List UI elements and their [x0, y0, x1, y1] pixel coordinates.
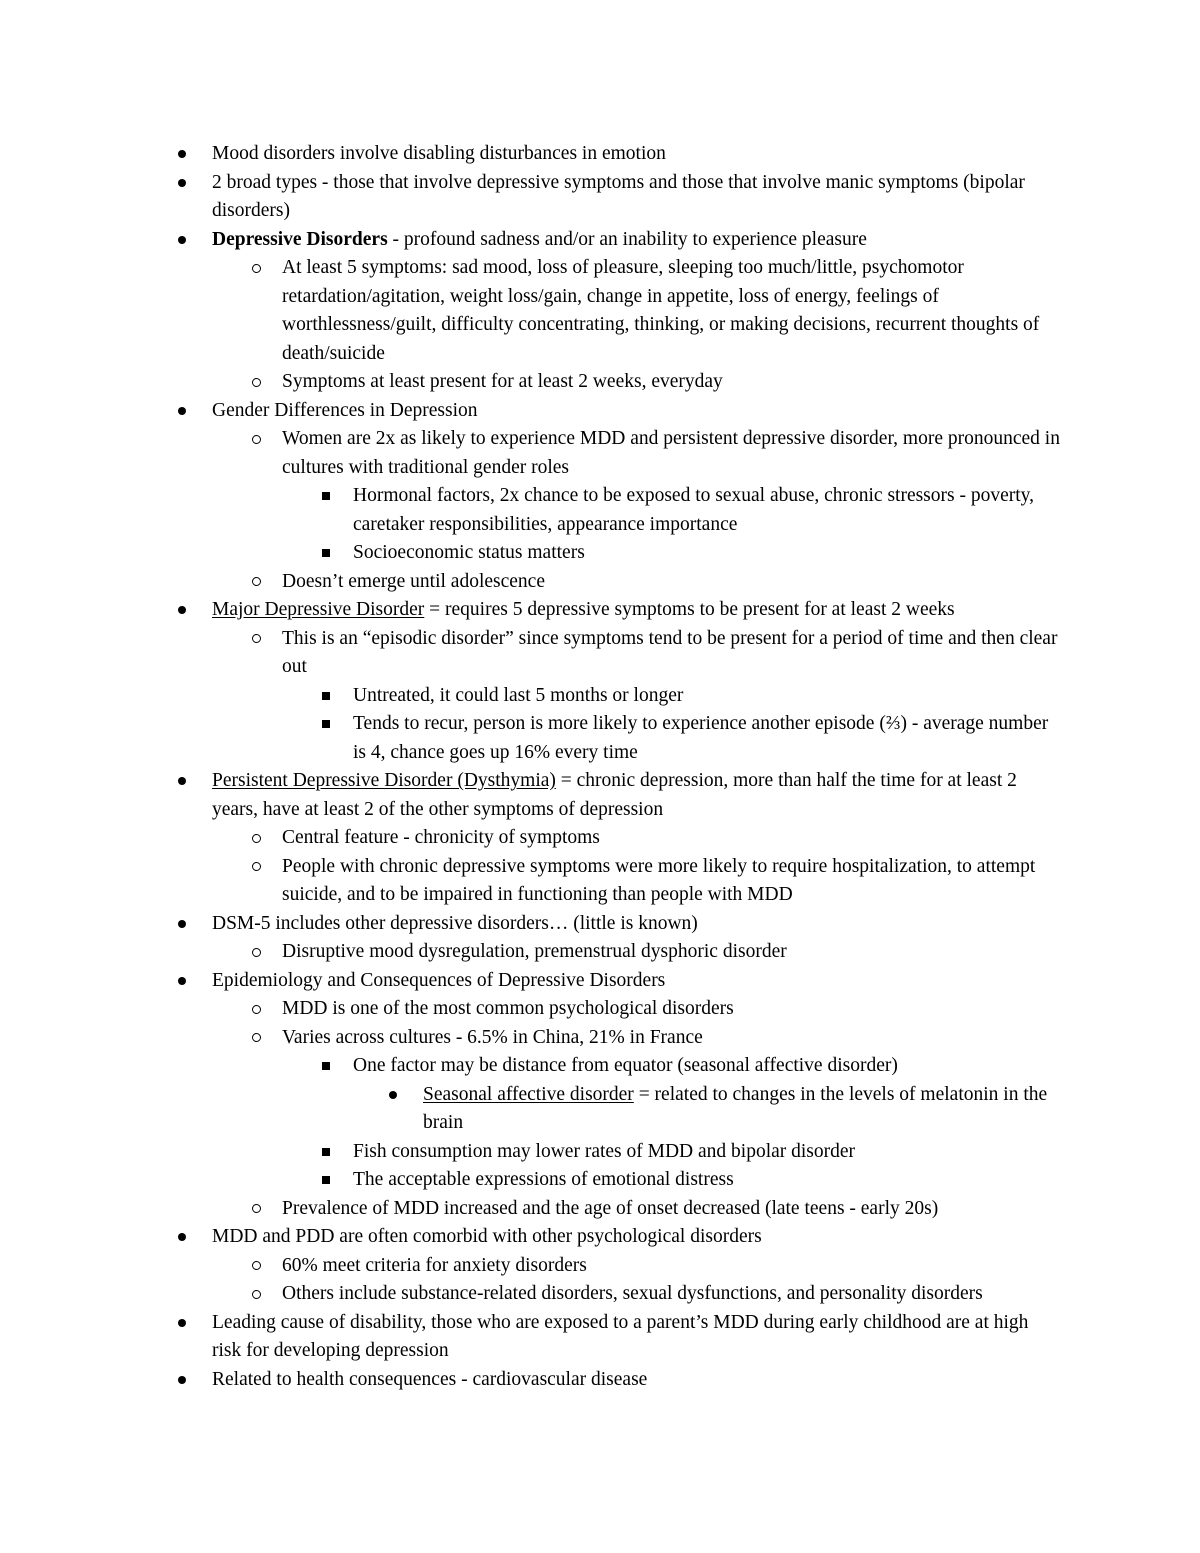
- list-item: [212, 767, 1062, 824]
- item-text: Socioeconomic status matters: [353, 542, 585, 563]
- bullet-dot-icon: [172, 767, 192, 796]
- item-text: Untreated, it could last 5 months or longer: [353, 684, 684, 706]
- item-text: = chronic depression, more than half the time for at least 2 years, have at least 2 of the other symptoms of depression: [212, 770, 1017, 820]
- list-item: [212, 596, 1062, 625]
- item-term: Persistent Depressive Disorder (Dysthymia): [212, 770, 556, 791]
- item-text: Gender Differences in Depression: [212, 399, 478, 421]
- list-item: [353, 710, 1062, 767]
- bullet-square-icon: [316, 482, 336, 511]
- item-text: = requires 5 depressive symptoms to be present for at least 2 weeks: [424, 599, 955, 620]
- item-text: = related to changes in the levels of melatonin in the brain: [423, 1083, 1048, 1133]
- bullet-dot-icon: [172, 1309, 192, 1338]
- bullet-circle-icon: [246, 995, 266, 1024]
- item-text: DSM-5 includes other depressive disorders… (little is known): [212, 912, 698, 934]
- list-item: [282, 368, 1062, 397]
- bullet-dot-icon: [172, 967, 192, 996]
- item-term: Seasonal affective disorder: [423, 1083, 634, 1105]
- item-text: MDD is one of the most common psychological disorders: [282, 998, 734, 1019]
- list-item: [353, 539, 1062, 568]
- list-item: [282, 568, 1062, 597]
- bullet-circle-icon: [246, 254, 266, 283]
- bullet-square-icon: [316, 1166, 336, 1195]
- list-item: [282, 938, 1062, 967]
- list-item: [282, 254, 1062, 368]
- item-text: Symptoms at least present for at least 2 weeks, everyday: [282, 371, 723, 392]
- item-text: Hormonal factors, 2x chance to be exposed to sexual abuse, chronic stressors - poverty, caretaker responsibilities, appearance importance: [353, 485, 1035, 535]
- item-text: The acceptable expressions of emotional distress: [353, 1169, 734, 1190]
- list-item: [212, 1366, 1062, 1395]
- list-item: [212, 967, 1062, 996]
- list-item: [282, 1195, 1062, 1224]
- item-text: Fish consumption may lower rates of MDD and bipolar disorder: [353, 1140, 856, 1162]
- item-text: 2 broad types - those that involve depressive symptoms and those that involve manic symptoms (bipolar disorders): [212, 171, 1025, 221]
- list-item: [212, 140, 1062, 169]
- item-text: One factor may be distance from equator (seasonal affective disorder): [353, 1055, 898, 1076]
- bullet-circle-icon: [246, 824, 266, 853]
- list-item: [212, 169, 1062, 226]
- list-item: [353, 1166, 1062, 1195]
- list-item: [282, 824, 1062, 853]
- item-text: This is an “episodic disorder” since symptoms tend to be present for a period of time and then clear out: [282, 627, 1058, 677]
- item-text: Mood disorders involve disabling disturbances in emotion: [212, 143, 666, 164]
- item-text: Epidemiology and Consequences of Depressive Disorders: [212, 969, 666, 991]
- bullet-dot-icon: [172, 226, 192, 255]
- bullet-circle-icon: [246, 368, 266, 397]
- list-item: [282, 625, 1062, 682]
- bullet-dot-icon: [172, 1223, 192, 1252]
- list-item: [282, 995, 1062, 1024]
- bullet-square-icon: [316, 1138, 336, 1167]
- bullet-dot-icon: [172, 169, 192, 198]
- bullet-circle-icon: [246, 853, 266, 882]
- bullet-dot-icon: [172, 910, 192, 939]
- list-item: [282, 1252, 1062, 1281]
- item-text: Others include substance-related disorders, sexual dysfunctions, and personality disorders: [282, 1283, 983, 1304]
- bullet-square-icon: [316, 1052, 336, 1081]
- list-item: [353, 1138, 1062, 1167]
- item-text: Women are 2x as likely to experience MDD and persistent depressive disorder, more pronounced in cultures with traditional gender roles: [282, 428, 1060, 478]
- notes-page: [0, 140, 1200, 1394]
- bullet-circle-icon: [246, 625, 266, 654]
- item-text: Related to health consequences - cardiovascular disease: [212, 1368, 648, 1390]
- item-text: - profound sadness and/or an inability to experience pleasure: [387, 228, 867, 250]
- bullet-dot-icon: [383, 1081, 403, 1110]
- list-item: [212, 1309, 1062, 1366]
- list-item: [353, 1052, 1062, 1081]
- item-text: Central feature - chronicity of symptoms: [282, 827, 600, 848]
- list-item: [212, 910, 1062, 939]
- list-item: [353, 482, 1062, 539]
- bullet-circle-icon: [246, 1024, 266, 1053]
- bullet-square-icon: [316, 710, 336, 739]
- item-text: At least 5 symptoms: sad mood, loss of pleasure, sleeping too much/little, psychomotor retardation/agitation, weight loss/gain, change in appetite, loss of energy, feelings of worthlessness/guilt, difficulty concentrating, thinking, or making decisions, recurrent thoughts of death/suicide: [282, 257, 1040, 364]
- item-term: Major Depressive Disorder: [212, 599, 425, 620]
- list-item: [212, 397, 1062, 426]
- bullet-circle-icon: [246, 938, 266, 967]
- bullet-dot-icon: [172, 140, 192, 169]
- list-item: [212, 1223, 1062, 1252]
- list-item: [282, 1024, 1062, 1053]
- item-text: Prevalence of MDD increased and the age of onset decreased (late teens - early 20s): [282, 1197, 939, 1219]
- list-item: [212, 226, 1062, 255]
- item-text: People with chronic depressive symptoms were more likely to require hospitalization, to attempt suicide, and to be impaired in functioning than people with MDD: [282, 855, 1036, 905]
- bullet-dot-icon: [172, 596, 192, 625]
- bullet-circle-icon: [246, 1252, 266, 1281]
- bullet-dot-icon: [172, 1366, 192, 1395]
- bullet-dot-icon: [172, 397, 192, 426]
- list-item: [353, 682, 1062, 711]
- item-text: MDD and PDD are often comorbid with other psychological disorders: [212, 1226, 762, 1247]
- item-text: Varies across cultures - 6.5% in China, 21% in France: [282, 1026, 703, 1048]
- item-text: Leading cause of disability, those who are exposed to a parent’s MDD during early childhood are at high risk for developing depression: [212, 1311, 1029, 1361]
- bullet-circle-icon: [246, 1195, 266, 1224]
- bullet-square-icon: [316, 539, 336, 568]
- item-text: Tends to recur, person is more likely to experience another episode (⅔) - average number is 4, chance goes up 16% every time: [353, 713, 1049, 763]
- list-item: [282, 1280, 1062, 1309]
- item-text: 60% meet criteria for anxiety disorders: [282, 1254, 587, 1276]
- item-text: Disruptive mood dysregulation, premenstrual dysphoric disorder: [282, 941, 787, 962]
- bullet-circle-icon: [246, 1280, 266, 1309]
- bullet-circle-icon: [246, 425, 266, 454]
- item-text: Doesn’t emerge until adolescence: [282, 570, 545, 592]
- bullet-circle-icon: [246, 568, 266, 597]
- item-term: Depressive Disorders: [212, 228, 388, 250]
- list-item: [282, 425, 1062, 482]
- list-item: [282, 853, 1062, 910]
- bullet-square-icon: [316, 682, 336, 711]
- list-item: [423, 1081, 1062, 1138]
